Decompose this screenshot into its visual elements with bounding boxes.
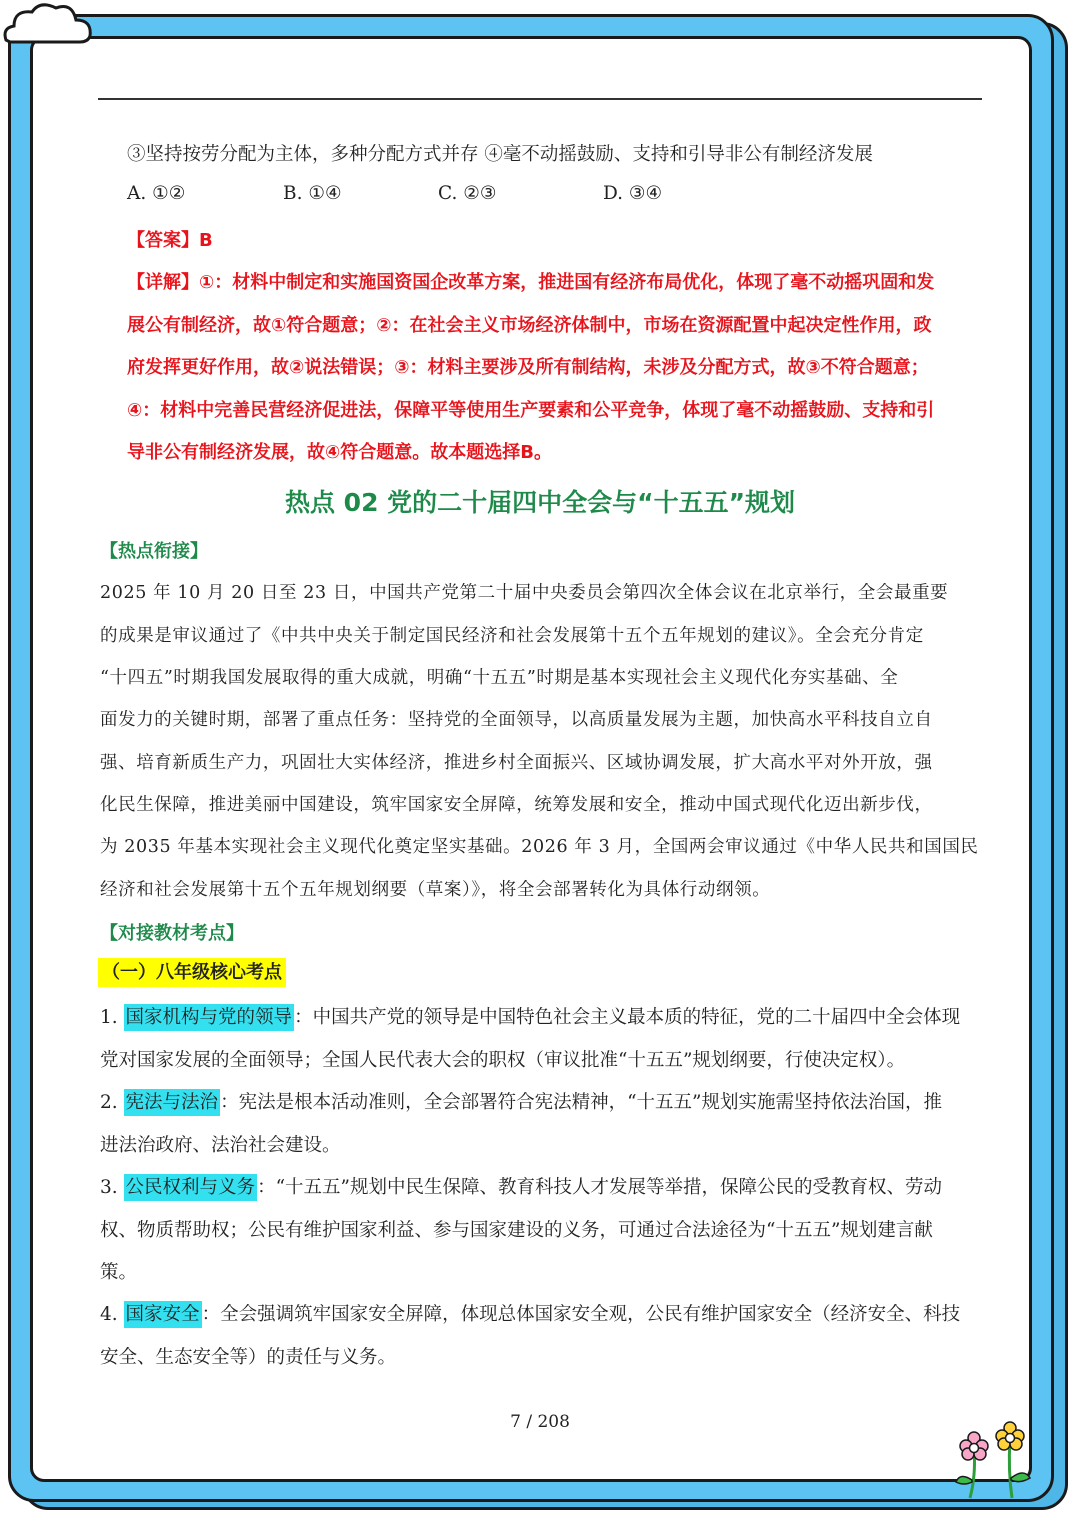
point-number: 3. <box>100 1177 118 1198</box>
grade-heading <box>98 958 286 984</box>
paragraph-line: 经济和社会发展第十五个五年规划纲要（草案）》，将全会部署转化为具体行动纲领。 <box>100 880 771 900</box>
paragraph-line: 的成果是审议通过了《中共中央关于制定国民经济和社会发展第十五个五年规划的建议》。全会充分肯定 <box>100 626 924 646</box>
paragraph-line: 化民生保障，推进美丽中国建设，筑牢国家安全屏障，统筹发展和安全，推动中国式现代化迈出新步伐， <box>100 795 933 815</box>
point-topic: 国家机构与党的领导 <box>124 1004 295 1031</box>
point-text: 权、物质帮助权；公民有维护国家利益、参与国家建设的义务，可通过合法途径为“十五五”规划建言献 <box>100 1220 933 1241</box>
point-text: ：“十五五”规划中民生保障、教育科技人才发展等举措，保障公民的受教育权、劳动 <box>257 1177 942 1198</box>
point-item <box>100 1300 960 1326</box>
point-text: 安全、生态安全等）的责任与义务。 <box>100 1347 397 1368</box>
point-item <box>100 1088 942 1114</box>
point-text: ：全会强调筑牢国家安全屏障，体现总体国家安全观，公民有维护国家安全（经济安全、科技 <box>201 1304 961 1325</box>
point-number: 4. <box>100 1304 118 1325</box>
textbook-label: 【对接教材考点】 <box>100 923 244 944</box>
option-d: D. ③④ <box>603 183 663 204</box>
point-number: 2. <box>100 1092 118 1113</box>
option-c: C. ②③ <box>438 183 497 204</box>
page-number: 7 / 208 <box>510 1412 570 1432</box>
paragraph-line: “十四五”时期我国发展取得的重大成就，明确“十五五”时期是基本实现社会主义现代化夯实基础、全 <box>100 668 899 688</box>
explanation-line: 【详解】①：材料中制定和实施国资国企改革方案，推进国有经济布局优化，体现了毫不动摇巩固和发 <box>127 272 935 293</box>
point-topic: 宪法与法治 <box>124 1089 221 1116</box>
explanation-line: ④：材料中完善民营经济促进法，保障平等使用生产要素和公平竞争，体现了毫不动摇鼓励、支持和引 <box>127 400 935 421</box>
explanation-line: 导非公有制经济发展，故④符合题意。故本题选择B。 <box>127 442 552 463</box>
paragraph-line: 面发力的关键时期，部署了重点任务：坚持党的全面领导，以高质量发展为主题，加快高水平科技自立自 <box>100 710 933 730</box>
question-option-line: ③坚持按劳分配为主体，多种分配方式并存 ④毫不动摇鼓励、支持和引导非公有制经济发展 <box>127 144 873 165</box>
point-topic: 国家安全 <box>124 1301 202 1328</box>
point-text: 进法治政府、法治社会建设。 <box>100 1135 341 1156</box>
option-b: B. ①④ <box>283 183 342 204</box>
paragraph-line: 2025 年 10 月 20 日至 23 日，中国共产党第二十届中央委员会第四次全体会议在北京举行，全会最重要 <box>100 583 949 603</box>
grade-heading-text: （一）八年级核心考点 <box>98 958 286 987</box>
explanation-line: 展公有制经济，故①符合题意；②：在社会主义市场经济体制中，市场在资源配置中起决定性作用，政 <box>127 315 932 336</box>
cloud-icon <box>0 0 100 50</box>
point-number: 1. <box>100 1007 118 1028</box>
flowers-icon <box>950 1420 1040 1500</box>
header-rule <box>98 98 982 100</box>
point-text: 党对国家发展的全面领导；全国人民代表大会的职权（审议批准“十五五”规划纲要，行使决定权）。 <box>100 1050 906 1071</box>
paragraph-line: 强、培育新质生产力，巩固壮大实体经济，推进乡村全面振兴、区域协调发展，扩大高水平对外开放，强 <box>100 753 933 773</box>
point-item <box>100 1173 942 1199</box>
explanation-line: 府发挥更好作用，故②说法错误；③：材料主要涉及所有制结构，未涉及分配方式，故③不符合题意； <box>127 357 929 378</box>
point-item <box>100 1003 960 1029</box>
option-a: A. ①② <box>127 183 186 204</box>
point-topic: 公民权利与义务 <box>124 1174 258 1201</box>
point-text: ：中国共产党的领导是中国特色社会主义最本质的特征，党的二十届四中全会体现 <box>294 1007 961 1028</box>
answer-line: 【答案】B <box>127 230 213 251</box>
point-text: 策。 <box>100 1262 138 1283</box>
hotspot-link-label: 【热点衔接】 <box>100 541 208 562</box>
hotspot-title: 热点 02 党的二十届四中全会与“十五五”规划 <box>284 488 796 517</box>
paragraph-line: 为 2035 年基本实现社会主义现代化奠定坚实基础。2026 年 3 月，全国两会审议通过《中华人民共和国国民 <box>100 837 979 857</box>
point-text: ：宪法是根本活动准则，全会部署符合宪法精神，“十五五”规划实施需坚持依法治国，推 <box>220 1092 942 1113</box>
